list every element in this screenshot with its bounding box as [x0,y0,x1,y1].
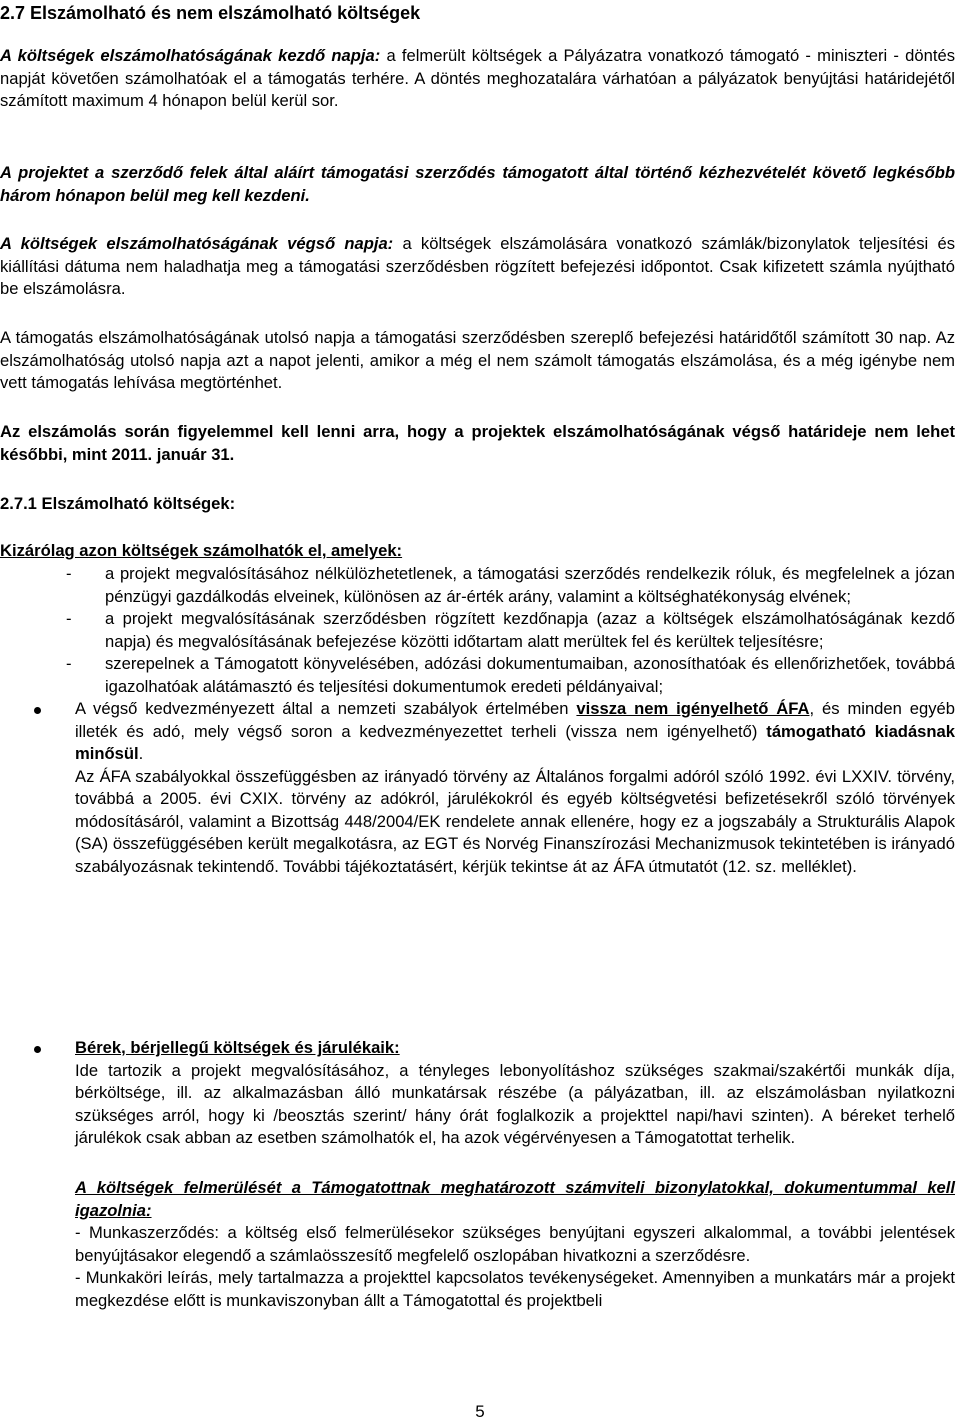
list-item-text: szerepelnek a Támogatott könyvelésében, adózási dokumentumaiban, azonosíthatóak és ellenőrizhetőek, továbbá igazolhatóak alátámasztó és teljesítési dokumentumok eredeti példányaival; [105,654,955,696]
section-title: 2.7 Elszámolható és nem elszámolható költségek [0,3,421,23]
list-item-text: a projekt megvalósításához nélkülözhetetlenek, a támogatási szerződés rendelkezik róluk, és megfelelnek a józan pénzügyi gazdálkodás elveinek, különösen az ár-érték arány, valamint a költséghatékonyság elvének; [105,564,955,606]
afa-paragraph [75,698,955,766]
dash-marker: - [66,609,72,628]
bullet-icon [34,707,41,714]
paragraph-project-start: A projektet a szerződő felek által aláírt támogatási szerződés támogatott által történő kézhezvételét követő legkésőbb három hónapon belül meg kell kezdeni. [0,163,955,205]
page-number: 5 [475,1402,485,1421]
end-date-text: a költségek elszámolására vonatkozó számlák/bizonylatok teljesítési és kiállítási dátuma nem haladhatja meg a támogatási szerződésben rögzített befejezési időpontot. Csak kifizetett számla nyújtható be elszámolásra. [0,234,955,298]
eligible-cost-list [0,563,955,878]
end-date-lead: A költségek elszámolhatóságának végső napja: [0,234,394,253]
start-date-lead: A költségek elszámolhatóságának kezdő napja: [0,46,381,65]
afa-text: . [138,744,144,763]
evidence-heading: A költségek felmerülését a Támogatottnak meghatározott számviteli bizonylatokkal, dokumentummal kell igazolnia: [75,1178,955,1220]
salary-text: Ide tartozik a projekt megvalósításához, a tényleges lebonyolításhoz szükséges szakmai/szakértői munkák díja, bérköltsége, ill. az alkalmazásban álló munkatársak részébe (a pályázatban, ill. az elszámolásban nyilatkozni szükséges arról, hogy ki /beosztás szerint/ hány órát foglalkozik a projekttel napi/havi szinten). A béreket terhelő járulékok csak abban az esetben számolhatók el, ha azok végérvényesen a Támogatottat terhelik. [75,1060,955,1147]
paragraph-last-day: A támogatás elszámolhatóságának utolsó napja a támogatási szerződésben szereplő befejezési határidőtől számított 30 nap. Az elszámolhatóság utolsó napja azt a napot jelenti, amikor a még el nem számolt támogatás elszámolása, és a még igénybe nem vett támogatás lehívása megtörténhet. [0,328,955,392]
list-item-text: a projekt megvalósításának szerződésben rögzített kezdőnapja (azaz a költségek elszámolhatóságának kezdő napja) és megvalósításának befejezése közötti időtartam alatt merültek fel és kerültek teljesítésre; [105,609,955,651]
evidence-item: - Munkaköri leírás, mely tartalmazza a projekttel kapcsolatos tevékenységeket. Amennyiben a munkatárs már a projekt megkezdése előtt is munkaviszonyban állt a Támogatottal és projektbeli [75,1268,955,1310]
list-item-afa [0,698,955,878]
evidence-section [75,1177,955,1312]
list-item [0,653,955,698]
evidence-item: - Munkaszerződés: a költség első felmerülésekor szükséges benyújtani egyszeri alkalommal, a további jelentések benyújtásakor elegendő a számlaösszesítő megfelelő oszlopában hivatkozni a szerződésre. [75,1223,955,1265]
subsection-title: 2.7.1 Elszámolható költségek: [0,494,236,513]
list-item [0,608,955,653]
afa-emphasis: vissza nem igényelhető ÁFA [576,699,810,718]
list-item [0,563,955,608]
bullet-icon [34,1046,41,1053]
afa-eligible: támogatható kiadásnak minősül [75,721,955,763]
salary-list [0,1037,955,1150]
list-item-salary [0,1037,955,1150]
paragraph-deadline: Az elszámolás során figyelemmel kell lenni arra, hogy a projektek elszámolhatóságának végső határideje nem lehet későbbi, mint 2011. január 31. [0,422,955,464]
salary-heading: Bérek, bérjellegű költségek és járulékaik: [75,1038,400,1057]
start-date-text: a felmerült költségek a Pályázatra vonatkozó támogató - miniszteri - döntés napját követően számolhatóak el a támogatás terhére. A döntés meghozatalára várhatóan a pályázatok benyújtási határidejétől számított maximum 4 hónapon belül kerül sor. [0,46,955,110]
paragraph-start-date [0,45,955,113]
dash-marker: - [66,564,72,583]
paragraph-end-date [0,233,955,301]
afa-text: A végső kedvezményezett által a nemzeti szabályok értelmében [75,699,577,718]
afa-regulation-paragraph: Az ÁFA szabályokkal összefüggésben az irányadó törvény az Általános forgalmi adóról szóló 1992. évi LXXIV. törvény, továbbá a 2005. évi CXIX. törvény az adókról, járulékokról és egyéb költségvetési befizetésekről szóló törvények módosításáról, valamint a Bizottság 448/2004/EK rendelete annak ellenére, hogy ez a jogszabály a Strukturális Alapok (SA) összefüggésében került megalkotásra, az EGT és Norvég Finanszírozási Mechanizmusok tekintetében is irányadó szabályozásnak tekintendő. További tájékoztatásért, kérjük tekintse át az ÁFA útmutatót (12. sz. melléklet). [75,766,955,876]
afa-text: , és minden egyéb illeték és adó, mely végső soron a kedvezményezettet terheli (vissza nem igényelhető) [75,699,955,741]
eligible-list-heading: Kizárólag azon költségek számolhatók el, amelyek: [0,541,403,560]
dash-marker: - [66,654,72,673]
